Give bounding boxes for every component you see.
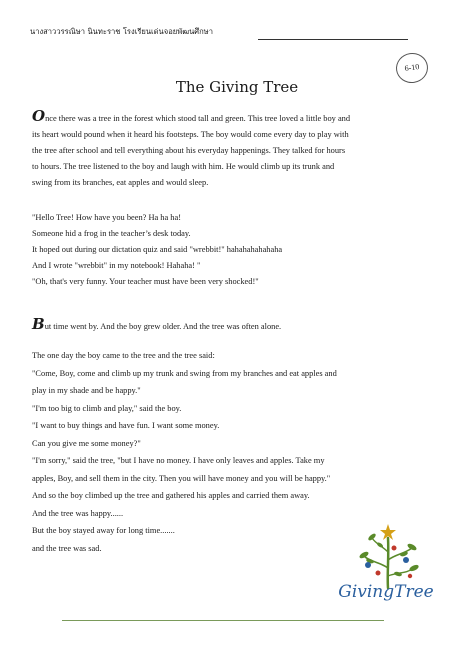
text-line: "I want to buy things and have fun. I want some money. — [32, 421, 220, 430]
text-line: play in my shade and be happy." — [32, 386, 141, 395]
text-line: "I'm too big to climb and play," said the boy. — [32, 403, 182, 413]
text-line-content: nce there was a tree in the forest which stood tall and green. This tree loved a little boy and — [45, 114, 351, 123]
text-line: The one day the boy came to the tree and the tree said: — [32, 351, 215, 360]
text-line: But the boy stayed away for long time....... — [32, 526, 175, 535]
text-line: "Oh, that's very funny. Your teacher must have been very shocked!" — [32, 277, 259, 286]
text-line: And I wrote "wrebbit" in my notebook! Hahaha! " — [32, 261, 201, 270]
text-line: And the tree was happy...... — [32, 508, 124, 518]
text-line: And so the boy climbed up the tree and gathered his apples and carried them away. — [32, 491, 310, 500]
text-line: its heart would pound when it heard his footsteps. The boy would come every day to play with — [32, 130, 349, 139]
text-line: "Hello Tree! How have you been? Ha ha ha! — [32, 213, 182, 222]
text-line-content: ut time went by. And the boy grew older. And the tree was often alone. — [44, 322, 282, 331]
text-line — [32, 107, 442, 127]
text-line: "Come, Boy, come and climb up my trunk and swing from my branches and eat apples and — [32, 368, 337, 378]
paragraph-2 — [32, 210, 442, 290]
paragraph-3 — [32, 315, 442, 335]
page-title: The Giving Tree — [175, 78, 299, 96]
logo-text: GivingTree — [338, 582, 434, 602]
page-number: 6-10 — [394, 51, 430, 85]
drop-cap: B — [32, 315, 45, 333]
text-line: apples, Boy, and sell them in the city. Then you will have money and you will be happy." — [32, 473, 331, 483]
footer-divider — [62, 620, 384, 621]
drop-cap: O — [32, 107, 46, 125]
header-text: นางสาววรรณิษา นินทะราช โรงเรียนเด่นจอยพัฒนศึกษา — [30, 27, 213, 36]
paragraph-1 — [32, 107, 442, 191]
text-line: and the tree was sad. — [32, 543, 102, 553]
text-line: It hoped out during our dictation quiz and said "wrebbit!" hahahahahahaha — [32, 245, 283, 254]
text-line: the tree after school and tell everything about his everyday happenings. They talked for hours — [32, 146, 346, 155]
text-line — [32, 315, 442, 335]
header-underline — [258, 39, 408, 40]
text-line: Can you give me some money?" — [32, 438, 141, 448]
text-line: "I'm sorry," said the tree, "but I have no money. I have only leaves and apples. Take my — [32, 456, 325, 465]
text-line: to hours. The tree listened to the boy and laugh with him. He would climb up its trunk and — [32, 162, 335, 171]
text-line: Someone hid a frog in the teacher’s desk today. — [32, 229, 191, 238]
text-line: swing from its branches, eat apples and would sleep. — [32, 178, 209, 187]
